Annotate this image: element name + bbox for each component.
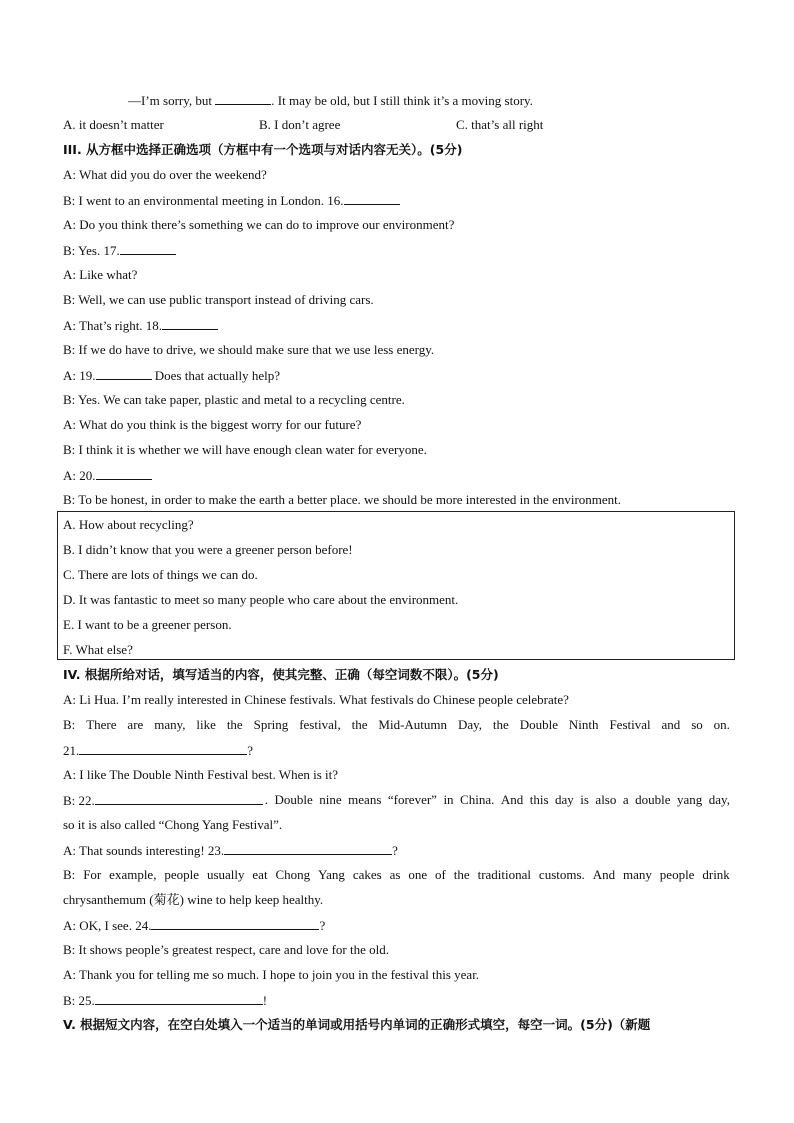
dialogue-line: A: That’s right. 18. <box>63 317 218 334</box>
box-option[interactable]: F. What else? <box>63 642 133 657</box>
dialogue-line: A: Like what? <box>63 267 138 282</box>
dialogue-line: A: 20. <box>63 467 152 484</box>
answer-blank-22[interactable] <box>95 792 263 805</box>
dialogue-line: B: To be honest, in order to make the earth a better place. we should be more interested in the environment. <box>63 492 622 507</box>
dialogue-line: so it is also called “Chong Yang Festival”. <box>63 817 283 832</box>
dialogue-line: B: I think it is whether we will have enough clean water for everyone. <box>63 442 427 457</box>
answer-blank[interactable] <box>215 92 271 105</box>
dialogue-line: A: OK, I see. 24. ? <box>63 918 326 933</box>
dialogue-line: A: What do you think is the biggest worry for our future? <box>63 417 362 432</box>
option-b[interactable]: B. I don’t agree <box>259 117 341 132</box>
dialogue-line: 21. ? <box>63 743 254 758</box>
box-option[interactable]: C. There are lots of things we can do. <box>63 567 258 582</box>
answer-blank-23[interactable] <box>224 842 392 855</box>
answer-blank[interactable] <box>120 242 176 255</box>
answer-blank[interactable] <box>96 467 152 480</box>
section-3-heading: III. 从方框中选择正确选项（方框中有一个选项与对话内容无关）。(5分) <box>63 142 463 157</box>
dialogue-line: chrysanthemum (菊花) wine to help keep healthy. <box>63 892 324 907</box>
dialogue-line: B: If we do have to drive, we should make sure that we use less energy. <box>63 342 435 357</box>
dialogue-line-justified: B: There are many, like the Spring festival, the Mid-Autumn Day, the Double Ninth Festival and so on. <box>63 717 730 732</box>
dialogue-line: B: 25. ! <box>63 993 268 1008</box>
dialogue-line: A: That sounds interesting! 23. ? <box>63 843 398 858</box>
dialogue-line: A: Do you think there’s something we can do to improve our environment? <box>63 217 455 232</box>
dialogue-line: A: Li Hua. I’m really interested in Chinese festivals. What festivals do Chinese people celebrate? <box>63 692 569 707</box>
box-option[interactable]: B. I didn’t know that you were a greener person before! <box>63 542 353 557</box>
option-a[interactable]: A. it doesn’t matter <box>63 117 164 132</box>
section-5-heading: V. 根据短文内容，在空白处填入一个适当的单词或用括号内单词的正确形式填空，每空一词。(5分)（新题 <box>63 1017 651 1032</box>
dialogue-line: B: I went to an environmental meeting in London. 16. <box>63 192 400 209</box>
answer-blank-21[interactable] <box>79 742 247 755</box>
box-option[interactable]: D. It was fantastic to meet so many people who care about the environment. <box>63 592 459 607</box>
box-option[interactable]: A. How about recycling? <box>63 517 194 532</box>
dialogue-line: A: 19. Does that actually help? <box>63 368 281 383</box>
dialogue-line-justified: B: 22. . Double nine means “forever” in China. And this day is also a double yang day, <box>63 792 730 808</box>
dialogue-line: B: Yes. We can take paper, plastic and metal to a recycling centre. <box>63 392 405 407</box>
dialogue-line: B: Well, we can use public transport instead of driving cars. <box>63 292 374 307</box>
section-4-heading: IV. 根据所给对话，填写适当的内容，使其完整、正确（每空词数不限）。(5分) <box>63 667 499 682</box>
dialogue-line: A: Thank you for telling me so much. I hope to join you in the festival this year. <box>63 967 480 982</box>
prev-question-line: —I’m sorry, but . It may be old, but I still think it’s a moving story. <box>128 93 533 108</box>
box-option[interactable]: E. I want to be a greener person. <box>63 617 232 632</box>
answer-blank[interactable] <box>344 192 400 205</box>
dialogue-line: A: I like The Double Ninth Festival best. When is it? <box>63 767 339 782</box>
dialogue-line: A: What did you do over the weekend? <box>63 167 267 182</box>
answer-blank-25[interactable] <box>95 992 263 1005</box>
dialogue-line: B: It shows people’s greatest respect, care and love for the old. <box>63 942 389 957</box>
answer-blank-24[interactable] <box>151 917 319 930</box>
answer-blank[interactable] <box>162 317 218 330</box>
dialogue-line: B: Yes. 17. <box>63 242 176 259</box>
answer-blank[interactable] <box>96 367 152 380</box>
dialogue-line-justified: B: For example, people usually eat Chong Yang cakes as one of the traditional customs. And many people drink <box>63 867 730 882</box>
options-box <box>57 511 735 660</box>
option-c[interactable]: C. that’s all right <box>456 117 544 132</box>
